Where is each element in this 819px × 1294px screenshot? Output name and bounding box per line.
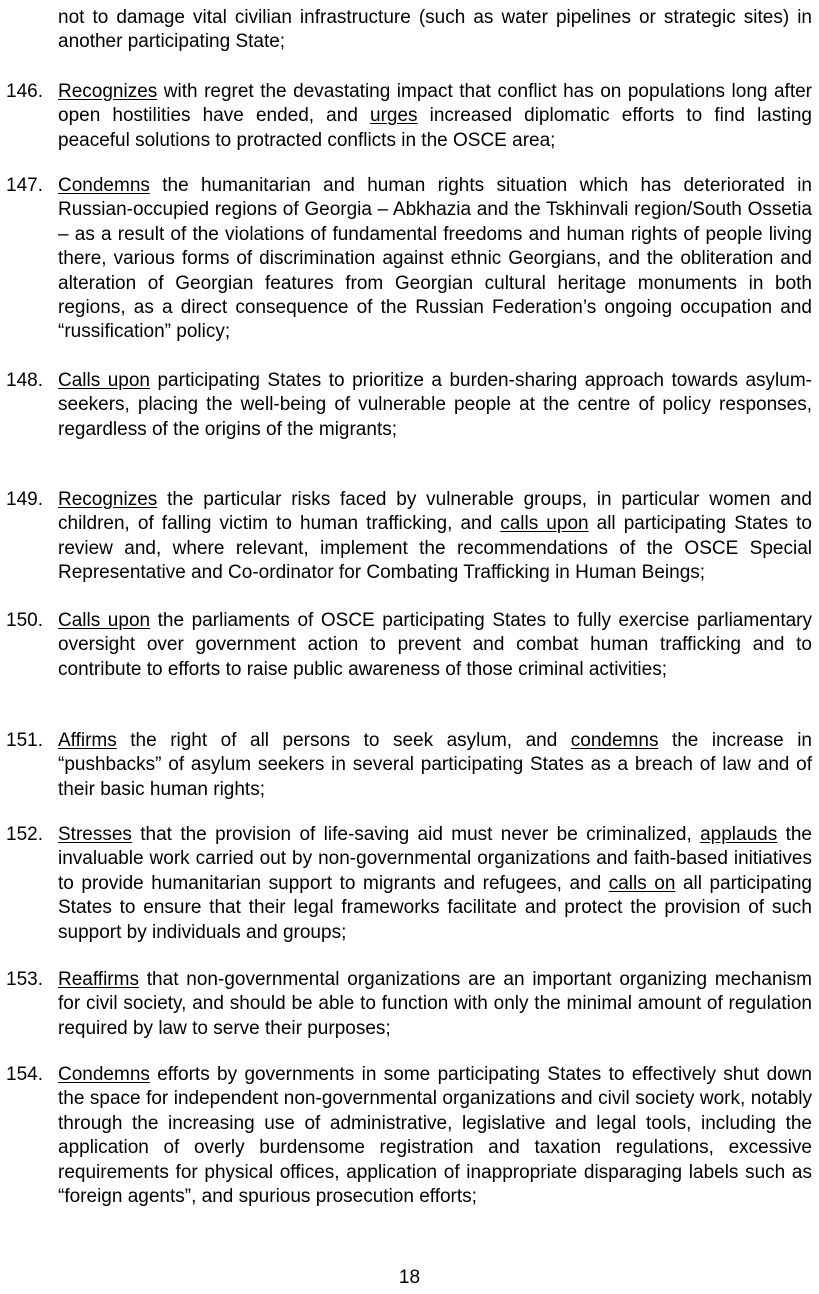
paragraph-text	[58, 1063, 812, 1209]
paragraph-number: 151.	[6, 730, 43, 751]
text-run: with regret the devastating impact that conflict has on populations long after open hostilities have ended, and	[58, 81, 812, 127]
text-run: increased diplomatic efforts to find lasting peaceful solutions to protracted conflicts in the OSCE area;	[58, 105, 812, 151]
text-run: all participating States to ensure that their legal frameworks facilitate and protect the provision of such support by individuals and groups;	[58, 872, 812, 943]
operative-verb: applauds	[700, 824, 778, 845]
operative-verb: Stresses	[58, 824, 132, 845]
paragraph-text	[58, 174, 812, 345]
paragraph-number: 148.	[6, 370, 43, 391]
paragraph-number: 146.	[6, 81, 43, 102]
paragraph-text	[58, 729, 812, 802]
operative-verb: Condemns	[58, 1064, 150, 1085]
operative-verb: Condemns	[58, 175, 150, 196]
text-run: all participating States to review and, where relevant, implement the recommendations of the OSCE Special Representative and Co-ordinator for Combating Trafficking in Human Beings;	[58, 513, 812, 584]
operative-verb: calls upon	[500, 513, 589, 535]
text-run: that the provision of life-saving aid must never be criminalized,	[131, 824, 701, 845]
page-number: 18	[398, 1267, 421, 1288]
paragraph-number: 149.	[6, 489, 43, 510]
paragraph-number: 153.	[6, 969, 43, 990]
text-run: the humanitarian and human rights situation which has deteriorated in Russian-occupied regions of Georgia – Abkhazia and the Tskhinvali region/South Ossetia – as a result of the violations of fundamental freedoms and human rights of people living there, various forms of discrimination against ethnic Georgians, and the obliteration and alteration of Georgian features from Georgian cultural heritage monuments in both regions, as a direct consequence of the Russian Federation’s ongoing occupation and “russification” policy;	[58, 175, 812, 343]
text-run: the parliaments of OSCE participating States to fully exercise parliamentary oversight over government action to prevent and combat human trafficking and to contribute to efforts to raise public awareness of those criminal activities;	[58, 610, 812, 680]
operative-verb: Recognizes	[58, 489, 158, 510]
operative-verb: Recognizes	[58, 81, 158, 102]
paragraph-number: 152.	[6, 824, 43, 845]
operative-verb: calls on	[608, 872, 676, 894]
lead-in-text: not to damage vital civilian infrastructure (such as water pipelines or strategic sites) in another participating State;	[58, 7, 812, 53]
text-run: the right of all persons to seek asylum, and	[116, 730, 571, 751]
text-run: the increase in “pushbacks” of asylum seekers in several participating States as a breach of law and of their basic human rights;	[58, 730, 812, 800]
text-run: the particular risks faced by vulnerable groups, in particular women and children, of falling victim to human trafficking, and	[58, 489, 812, 535]
paragraph-number: 154.	[6, 1064, 43, 1085]
text-run: that non-governmental organizations are an important organizing mechanism for civil society, and should be able to function with only the minimal amount of regulation required by law to serve their purposes;	[58, 969, 812, 1039]
paragraph-text	[58, 823, 812, 945]
operative-verb: Calls upon	[58, 610, 151, 631]
operative-verb: Reaffirms	[58, 969, 139, 990]
operative-verb: Affirms	[58, 730, 117, 751]
paragraph-text	[58, 609, 812, 682]
operative-verb: Calls upon	[58, 370, 150, 391]
paragraph-text	[58, 80, 812, 153]
text-run: efforts by governments in some participating States to effectively shut down the space for independent non-governmental organizations and civil society work, notably through the increasing use of administrative, legislative and legal tools, including the application of overly burdensome registration and taxation regulations, excessive requirements for physical offices, application of inappropriate disparaging labels such as “foreign agents”, and spurious prosecution efforts;	[58, 1064, 812, 1208]
paragraph-text	[58, 369, 812, 442]
paragraph-text	[58, 968, 812, 1041]
paragraph-number: 150.	[6, 610, 43, 631]
paragraph-text	[58, 488, 812, 586]
operative-verb: urges	[370, 105, 418, 127]
paragraph-number: 147.	[6, 175, 43, 196]
text-run: the invaluable work carried out by non-governmental organizations and faith-based initiatives to provide humanitarian support to migrants and refugees, and	[58, 824, 812, 894]
text-run: participating States to prioritize a burden-sharing approach towards asylum-seekers, placing the well-being of vulnerable people at the centre of policy responses, regardless of the origins of the migrants;	[58, 370, 813, 440]
operative-verb: condemns	[570, 730, 659, 751]
